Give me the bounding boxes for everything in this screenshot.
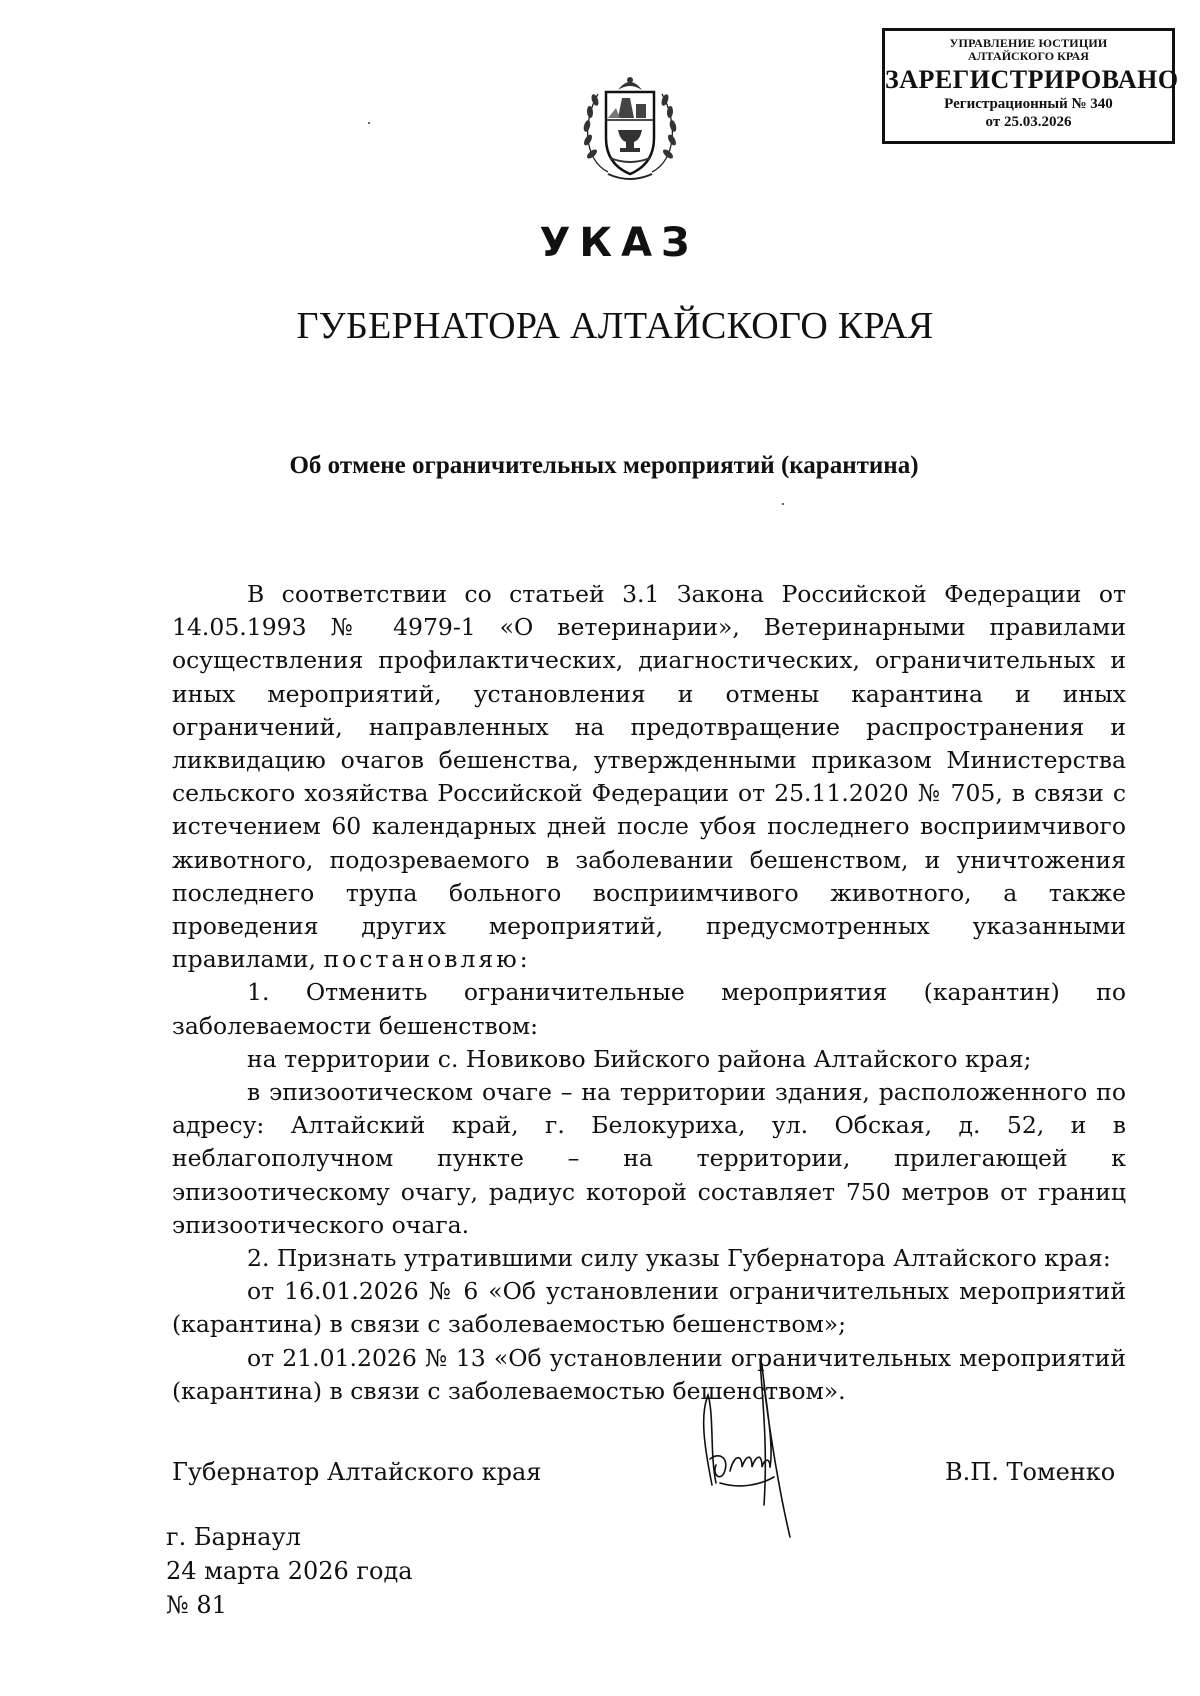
item-1-a: на территории с. Новиково Бийского района Алтайского края; (247, 1044, 1032, 1073)
signatory-name: В.П. Томенко (945, 1458, 1116, 1486)
decree-word: постановляю: (323, 945, 531, 974)
item-1: 1. Отменить ограничительные мероприятия (карантин) по заболеваемости бешенством: (172, 978, 1126, 1040)
stamp-reg-date: от 25.03.2026 (985, 114, 1072, 130)
item-2: 2. Признать утратившими силу указы Губернатора Алтайского края: (247, 1244, 1111, 1273)
item-1-b: в эпизоотическом очаге – на территории здания, расположенного по адресу: Алтайский край, г. Белокуриха, ул. Обская, д. 52, и в неблагополучном пункте – на территории, прилегающей к эпизоотическому очагу, радиус которой составляет 750 метров от границ эпизоотического очага. (172, 1078, 1126, 1239)
footer-number: № 81 (166, 1591, 227, 1619)
stamp-authority-line1: УПРАВЛЕНИЕ ЮСТИЦИИ (949, 36, 1108, 50)
document-footer (166, 1520, 413, 1622)
scan-speck (782, 503, 784, 505)
preamble-text: В соответствии со статьей 3.1 Закона Российской Федерации от 14.05.1993 № 4979-1 «О ветеринарии», Ветеринарными правилами осуществления профилактических, диагностических, ограничительных и иных мероприятий, установления и отмены карантина и иных ограничений, направленных на предотвращение распространения и ликвидацию очагов бешенства, утвержденными приказом Министерства сельского хозяйства Российской Федерации от 25.11.2020 № 705, в связи с истечением 60 календарных дней после убоя последнего восприимчивого животного, подозреваемого в заболевании бешенством, и уничтожения последнего трупа больного восприимчивого животного, а также проведения других мероприятий, предусмотренных указанными правилами, (172, 580, 1126, 974)
coat-of-arms-icon (578, 68, 682, 186)
handwritten-signature (690, 1355, 820, 1545)
signatory-role: Губернатор Алтайского края (172, 1458, 542, 1486)
document-subtitle: ГУБЕРНАТОРА АЛТАЙСКОГО КРАЯ (296, 305, 934, 347)
footer-date: 24 марта 2026 года (166, 1557, 413, 1585)
item-2-a: от 16.01.2026 № 6 «Об установлении ограничительных мероприятий (карантина) в связи с заболеваемостью бешенством»; (172, 1277, 1126, 1339)
decree-body (172, 578, 1126, 1408)
stamp-authority-line2: АЛТАЙСКОГО КРАЯ (968, 49, 1089, 63)
document-heading: Об отмене ограничительных мероприятий (карантина) (289, 452, 919, 479)
scan-speck (368, 122, 370, 124)
document-title: УКАЗ (539, 220, 699, 266)
footer-city: г. Барнаул (166, 1523, 301, 1551)
item-2-b: от 21.01.2026 № 13 «Об установлении ограничительных мероприятий (карантина) в связи с заболеваемостью бешенством». (172, 1343, 1126, 1405)
registration-stamp (882, 28, 1179, 144)
stamp-reg-number: Регистрационный № 340 (944, 96, 1113, 112)
stamp-status: ЗАРЕГИСТРИРОВАНО (885, 65, 1179, 94)
preamble-paragraph (172, 578, 1126, 976)
